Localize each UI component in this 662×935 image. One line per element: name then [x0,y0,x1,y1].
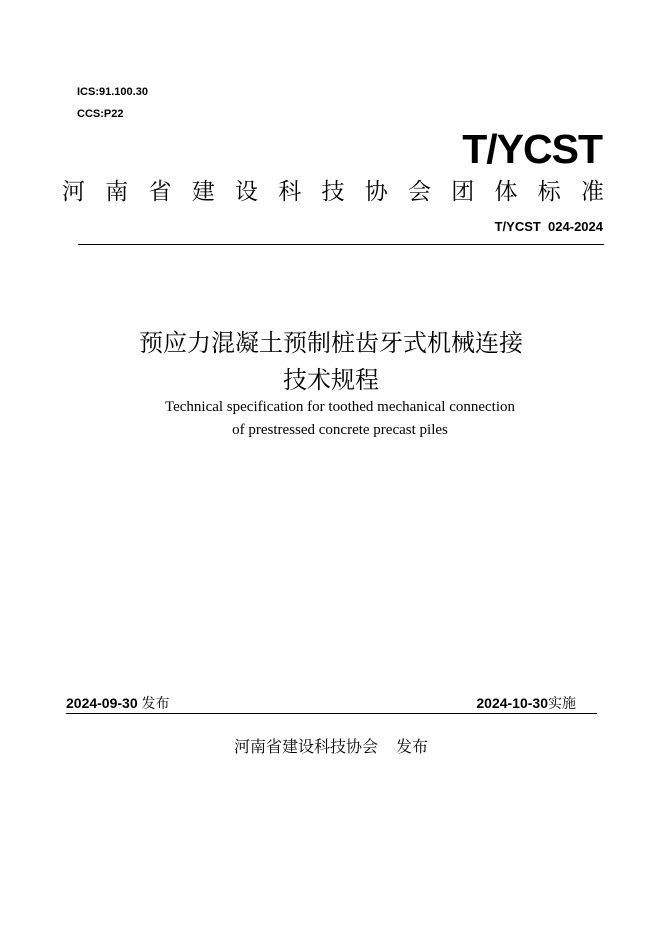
document-title-en-line2: of prestressed concrete precast piles [232,422,448,438]
issue-date-value: 2024-09-30 [66,695,138,711]
footer-divider [66,713,597,714]
document-title-en-line1: Technical specification for toothed mechanical connection [164,399,516,415]
org-title-char: 体 [494,179,518,205]
org-title-char: 会 [408,179,431,205]
document-title-cn-line1: 预应力混凝土预制桩齿牙式机械连接 [139,329,523,357]
org-title-char: 河 [62,179,85,205]
org-title-char: 南 [105,179,129,205]
standard-number: T/YCST 024-2024 [494,219,603,234]
org-title-char: 省 [148,179,172,205]
org-title-char: 准 [581,179,604,205]
issue-date [66,693,170,713]
publisher-action: 发布 [396,737,429,756]
ics-code: ICS:91.100.30 [77,86,148,98]
publisher-name: 河南省建设科技协会 [233,737,378,756]
org-title-char: 设 [235,179,258,205]
implementation-date-label: 实施 [548,696,576,712]
org-title-char: 团 [451,179,475,205]
header-divider [78,244,604,245]
publisher-line [0,736,662,758]
org-title-char: 协 [364,179,388,205]
document-title-cn-line2: 技术规程 [283,366,379,394]
org-title-char: 标 [537,179,561,205]
org-title-char: 科 [278,179,302,205]
implementation-date-value: 2024-10-30 [476,695,548,711]
ccs-code: CCS:P22 [77,108,124,120]
issue-date-label: 发布 [141,696,170,712]
standard-brand: T/YCST [462,126,602,172]
implementation-date [476,693,576,713]
org-title-char: 建 [191,179,215,205]
organization-standard-title [62,176,604,208]
org-title-char: 技 [321,179,345,205]
